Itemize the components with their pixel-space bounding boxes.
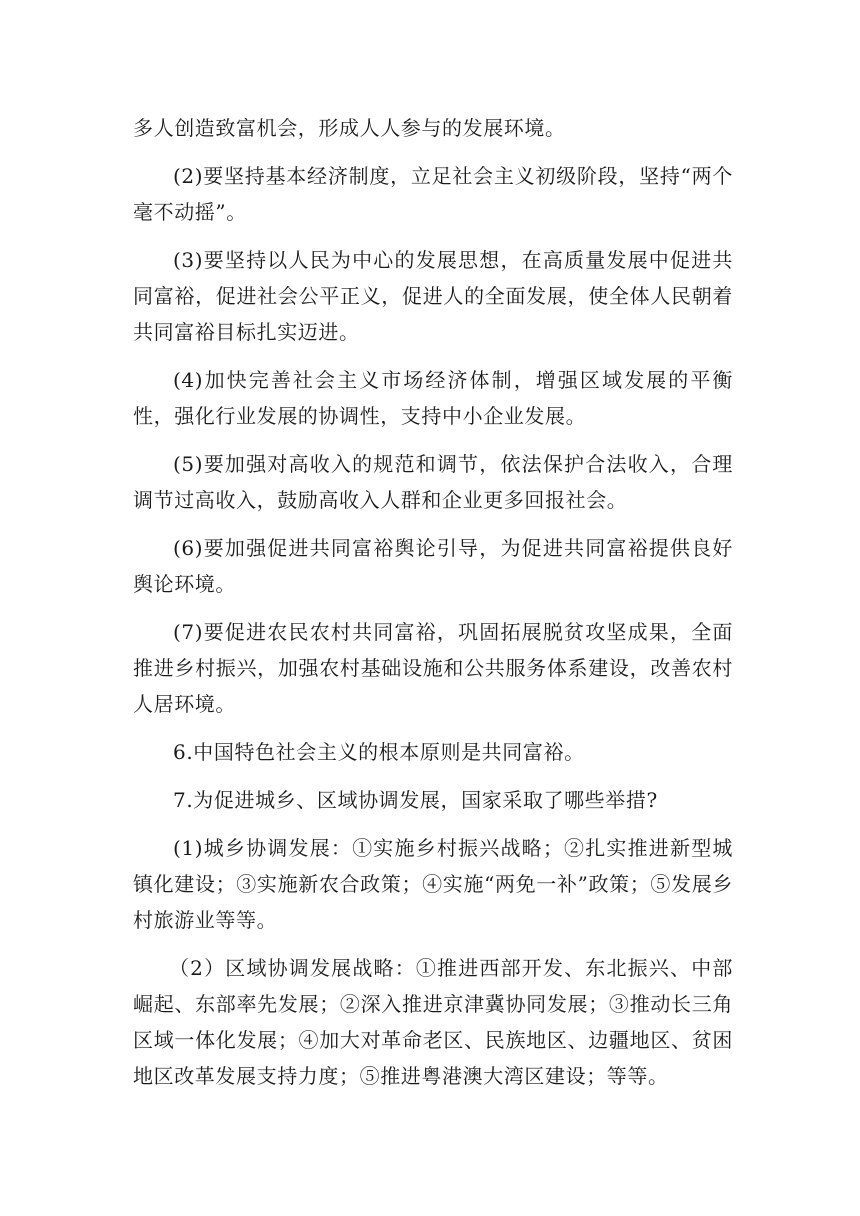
- paragraph-point-5: (5)要加强对高收入的规范和调节，依法保护合法收入，合理调节过高收入，鼓励高收入人群和企业更多回报社会。: [133, 452, 733, 512]
- paragraph-item-6: 6.中国特色社会主义的根本原则是共同富裕。: [173, 740, 585, 764]
- paragraph-urban-rural: (1)城乡协调发展：①实施乡村振兴战略；②扎实推进新型城镇化建设；③实施新农合政策；④实施“两免一补”政策；⑤发展乡村旅游业等等。: [133, 836, 733, 932]
- paragraph-point-7: (7)要促进农民农村共同富裕，巩固拓展脱贫攻坚成果，全面推进乡村振兴，加强农村基础设施和公共服务体系建设，改善农村人居环境。: [133, 620, 733, 716]
- paragraph-item-7-question: 7.为促进城乡、区域协调发展，国家采取了哪些举措?: [173, 788, 658, 812]
- paragraph-point-6: (6)要加强促进共同富裕舆论引导，为促进共同富裕提供良好舆论环境。: [133, 536, 733, 596]
- document-body: [133, 110, 733, 1106]
- paragraph-point-3: (3)要坚持以人民为中心的发展思想，在高质量发展中促进共同富裕，促进社会公平正义，促进人的全面发展，使全体人民朝着共同富裕目标扎实迈进。: [133, 248, 733, 344]
- paragraph-point-2: (2)要坚持基本经济制度，立足社会主义初级阶段，坚持“两个毫不动摇”。: [133, 164, 733, 224]
- paragraph-continuation: 多人创造致富机会，形成人人参与的发展环境。: [133, 116, 566, 140]
- paragraph-regional: （2）区域协调发展战略：①推进西部开发、东北振兴、中部崛起、东部率先发展；②深入推进京津冀协同发展；③推动长三角区域一体化发展；④加大对革命老区、民族地区、边疆地区、贫困地区改革发展支持力度；⑤推进粤港澳大湾区建设；等等。: [133, 956, 733, 1088]
- paragraph-point-4: (4)加快完善社会主义市场经济体制，增强区域发展的平衡性，强化行业发展的协调性，支持中小企业发展。: [133, 368, 733, 428]
